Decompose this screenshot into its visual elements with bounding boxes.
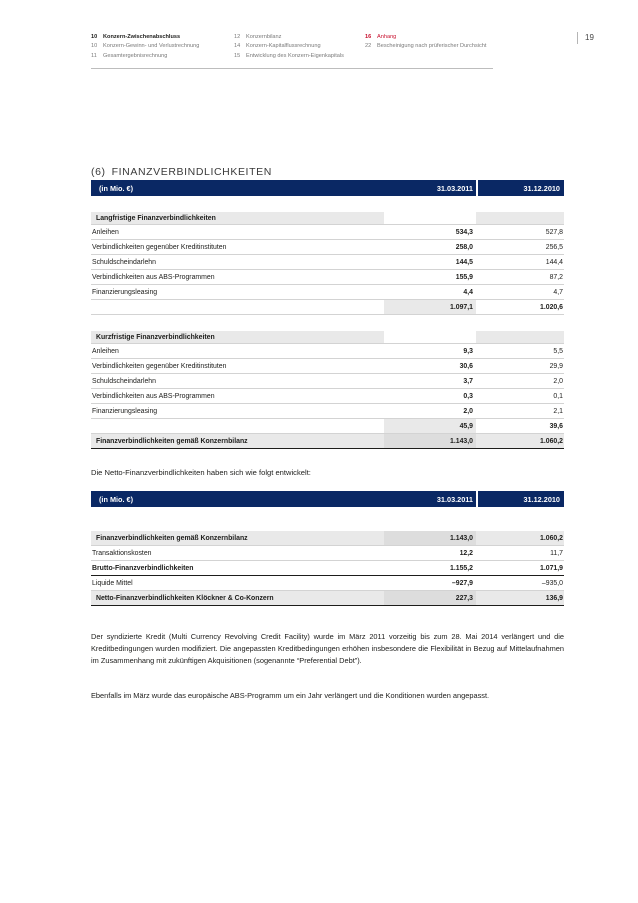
- spacer: [91, 204, 564, 212]
- value-current: 0,3: [463, 392, 473, 400]
- nav-item-number: 14: [234, 43, 241, 50]
- header-divider: [91, 68, 493, 69]
- value-current: 3,7: [463, 377, 473, 385]
- row-label: Verbindlichkeiten gegenüber Kreditinstituten: [92, 362, 227, 370]
- nav-item-konzernbilanz[interactable]: [234, 33, 344, 42]
- row-label: Liquide Mittel: [92, 579, 133, 587]
- row-label: Finanzverbindlichkeiten gemäß Konzernbilanz: [96, 437, 248, 445]
- nav-item-number: 10: [91, 43, 98, 50]
- value-previous: 5,5: [553, 347, 563, 355]
- nav-item-label: Gesamtergebnisrechnung: [103, 52, 168, 59]
- net-financial-debt-table: [91, 491, 564, 606]
- value-previous: 1.060,2: [540, 534, 563, 542]
- row-label: Kurzfristige Finanzverbindlichkeiten: [96, 333, 215, 341]
- table-row: [91, 576, 564, 591]
- column-header-current: 31.03.2011: [436, 184, 473, 193]
- subtotal-previous: 39,6: [549, 422, 563, 430]
- table-header: [91, 491, 564, 507]
- row-label: Transaktionskosten: [92, 549, 152, 557]
- total-row: [91, 531, 564, 546]
- value-current: 227,3: [455, 594, 473, 602]
- value-previous: 144,4: [545, 258, 563, 266]
- value-previous: 29,9: [549, 362, 563, 370]
- value-previous: 2,0: [553, 377, 563, 385]
- subtotal-current: 1.097,1: [450, 303, 473, 311]
- value-previous: 4,7: [553, 288, 563, 296]
- row-label: Finanzierungsleasing: [92, 288, 158, 296]
- table-row: [91, 389, 564, 404]
- total-current: 1.143,0: [450, 437, 473, 445]
- header-navigation: [91, 33, 493, 67]
- value-previous: 2,1: [553, 407, 563, 415]
- value-current: –927,9: [451, 579, 473, 587]
- value-previous: 87,2: [549, 273, 563, 281]
- value-current: 2,0: [463, 407, 473, 415]
- spacer: [91, 315, 564, 323]
- table-unit-label: (in Mio. €): [99, 184, 134, 193]
- table-header: [91, 180, 564, 196]
- section-heading: FINANZVERBINDLICHKEITEN: [111, 166, 272, 178]
- section-number: (6): [91, 166, 106, 178]
- nav-item-label: Bescheinigung nach prüferischer Durchsicht: [377, 43, 487, 50]
- value-current: 155,9: [455, 273, 473, 281]
- nav-item-bescheinigung[interactable]: [365, 42, 495, 51]
- spacer: [91, 507, 564, 515]
- nav-item-number: 16: [365, 34, 372, 40]
- table-row: [91, 561, 564, 576]
- table-row: [91, 240, 564, 255]
- value-current: 12,2: [459, 549, 473, 557]
- table-unit-label: (in Mio. €): [99, 495, 134, 504]
- nav-item-label: Anhang: [377, 34, 397, 40]
- nav-item-gesamtergebnisrechnung[interactable]: [91, 52, 199, 61]
- value-previous: 1.071,9: [540, 564, 563, 572]
- table-row: [91, 285, 564, 300]
- table-row: [91, 374, 564, 389]
- column-header-previous: 31.12.2010: [523, 495, 560, 504]
- nav-item-number: 15: [234, 52, 241, 59]
- row-label: Netto-Finanzverbindlichkeiten Klöckner & Co-Konzern: [96, 594, 274, 602]
- nav-item-kapitalflussrechnung[interactable]: [234, 42, 344, 51]
- cell-background: [384, 331, 476, 343]
- nav-column-3: [365, 33, 495, 52]
- table-row: [91, 359, 564, 374]
- value-previous: 527,8: [545, 228, 563, 236]
- total-row: [91, 434, 564, 449]
- row-label: Verbindlichkeiten gegenüber Kreditinstituten: [92, 243, 227, 251]
- row-label: Finanzverbindlichkeiten gemäß Konzernbilanz: [96, 534, 248, 542]
- total-row: [91, 591, 564, 606]
- row-label: Langfristige Finanzverbindlichkeiten: [96, 214, 216, 222]
- cell-background: [384, 212, 476, 224]
- section-heading-row: [91, 331, 564, 344]
- row-label: Finanzierungsleasing: [92, 407, 158, 415]
- nav-item-label: Entwicklung des Konzern-Eigenkapitals: [246, 52, 344, 59]
- value-current: 9,3: [463, 347, 473, 355]
- nav-item-label: Konzern-Gewinn- und Verlustrechnung: [103, 43, 200, 50]
- subtotal-previous: 1.020,6: [540, 303, 563, 311]
- spacer: [91, 523, 564, 531]
- value-current: 258,0: [455, 243, 473, 251]
- value-previous: 136,9: [545, 594, 563, 602]
- value-current: 144,5: [455, 258, 473, 266]
- nav-item-number: 10: [91, 34, 98, 40]
- subtotal-current: 45,9: [459, 422, 473, 430]
- spacer: [91, 196, 564, 204]
- table-row: [91, 344, 564, 359]
- row-label: Schuldscheindarlehn: [92, 258, 156, 266]
- section-title: [91, 166, 272, 178]
- intro-text: Die Netto-Finanzverbindlichkeiten haben sich wie folgt entwickelt:: [91, 468, 311, 477]
- nav-item-number: 12: [234, 34, 241, 40]
- table-row: [91, 546, 564, 561]
- value-current: 534,3: [455, 228, 473, 236]
- row-label: Schuldscheindarlehn: [92, 377, 156, 385]
- value-current: 30,6: [459, 362, 473, 370]
- value-current: 1.143,0: [450, 534, 473, 542]
- table-row: [91, 225, 564, 240]
- table-row: [91, 404, 564, 419]
- table-row: [91, 255, 564, 270]
- nav-item-label: Konzern-Zwischenabschluss: [103, 34, 181, 40]
- financial-liabilities-table: [91, 180, 564, 449]
- value-previous: 0,1: [553, 392, 563, 400]
- spacer: [91, 515, 564, 523]
- total-previous: 1.060,2: [540, 437, 563, 445]
- row-label: Anleihen: [92, 228, 119, 236]
- column-header-previous: 31.12.2010: [523, 184, 560, 193]
- value-previous: 11,7: [550, 549, 563, 557]
- page-number-divider: [577, 32, 578, 44]
- nav-column-2: [234, 33, 344, 61]
- nav-item-number: 11: [91, 52, 97, 59]
- nav-item-gewinn-verlustrechnung[interactable]: [91, 42, 199, 51]
- value-previous: 256,5: [545, 243, 563, 251]
- nav-item-label: Konzernbilanz: [246, 34, 282, 40]
- page-number: 19: [585, 33, 594, 42]
- nav-item-number: 22: [365, 43, 372, 50]
- subtotal-row: [91, 419, 564, 434]
- nav-column-1: [91, 33, 199, 61]
- value-previous: –935,0: [541, 579, 563, 587]
- row-label: Anleihen: [92, 347, 119, 355]
- nav-item-eigenkapital[interactable]: [234, 52, 344, 61]
- row-label: Brutto-Finanzverbindlichkeiten: [92, 564, 194, 572]
- paragraph-abs-program: Ebenfalls im März wurde das europäische ABS-Programm um ein Jahr verlängert und die Konditionen wurden angepasst.: [91, 691, 490, 700]
- row-label: Verbindlichkeiten aus ABS-Programmen: [92, 273, 215, 281]
- spacer: [91, 323, 564, 331]
- nav-item-konzern-zwischenabschluss[interactable]: [91, 33, 199, 42]
- nav-item-label: Konzern-Kapitalflussrechnung: [246, 43, 321, 50]
- value-current: 4,4: [463, 288, 473, 296]
- table-row: [91, 270, 564, 285]
- paragraph-credit-facility: Der syndizierte Kredit (Multi Currency Revolving Credit Facility) wurde im März 2011 vorzeitig bis zum 28. Mai 2014 verlängert und die Kreditbedingungen wurden modifiziert. Die angepassten Kreditbedingungen erhöhen insbesondere die Flexibilität in Bezug auf Mittelaufnahmen im Zusammenhang mit zukünftigen Akquisitionen (sogenannte “Preferential Debt”).: [91, 632, 564, 665]
- column-header-current: 31.03.2011: [436, 495, 473, 504]
- subtotal-row: [91, 300, 564, 315]
- section-heading-row: [91, 212, 564, 225]
- nav-item-anhang[interactable]: [365, 33, 495, 42]
- row-label: Verbindlichkeiten aus ABS-Programmen: [92, 392, 215, 400]
- value-current: 1.155,2: [450, 564, 473, 572]
